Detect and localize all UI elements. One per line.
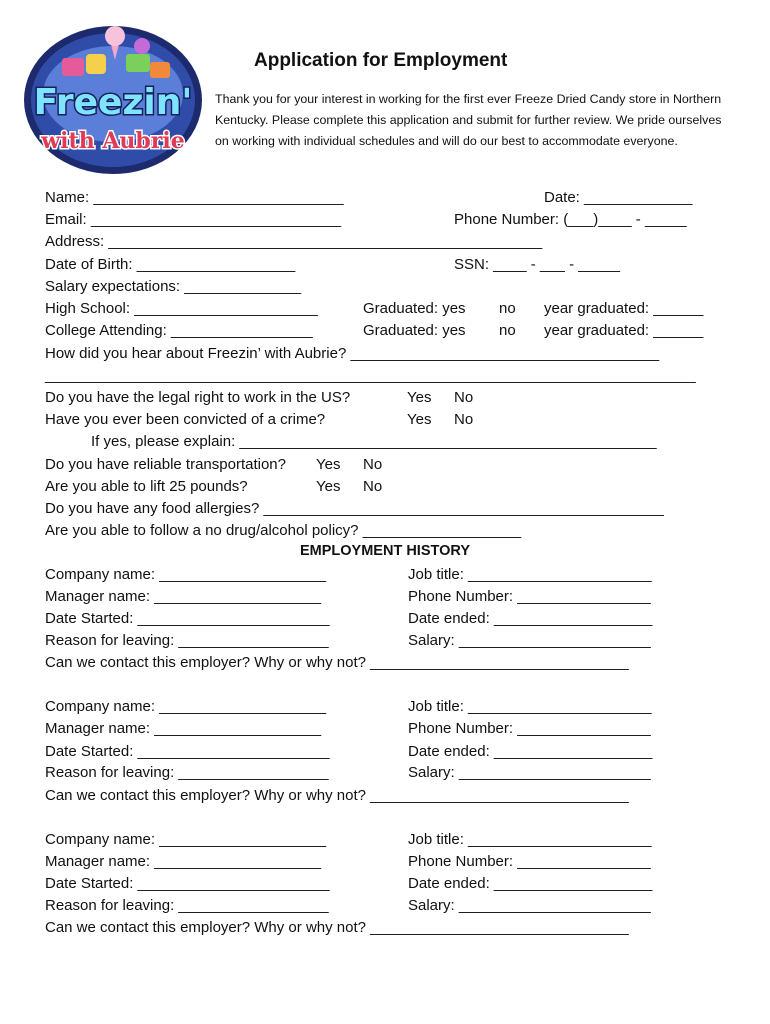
date-ended-field[interactable]: Date ended: ___________________	[408, 610, 653, 627]
employer-phone-field[interactable]: Phone Number: ________________	[408, 720, 651, 737]
hs-graduated-yes[interactable]: Graduated: yes	[363, 300, 466, 317]
intro-paragraph: Thank you for your interest in working for the first ever Freeze Dried Candy store in Northern Kentucky. Please complete this application and submit for further review. We pride ourselves on working with individual schedules and will do our best to accommodate everyone.	[215, 92, 722, 148]
job-title-field[interactable]: Job title: ______________________	[408, 831, 652, 848]
college-field[interactable]: College Attending: _________________	[45, 322, 313, 339]
job-title-field[interactable]: Job title: ______________________	[408, 566, 652, 583]
contact-employer-field[interactable]: Can we contact this employer? Why or why not? _______________________________	[45, 787, 629, 804]
date-started-field[interactable]: Date Started: _______________________	[45, 743, 330, 760]
date-ended-field[interactable]: Date ended: ___________________	[408, 875, 653, 892]
transport-no[interactable]: No	[363, 456, 383, 473]
logo-line2: with Aubrie	[41, 128, 185, 154]
contact-employer-field[interactable]: Can we contact this employer? Why or why not? _______________________________	[45, 919, 629, 936]
manager-name-field[interactable]: Manager name: ____________________	[45, 720, 322, 737]
hear-about-field[interactable]: How did you hear about Freezin’ with Aubrie? _____________________________________	[45, 345, 660, 362]
lift-no[interactable]: No	[363, 478, 383, 495]
hear-about-line2[interactable]: ______________________________________________________________________________	[45, 367, 696, 384]
date-started-field[interactable]: Date Started: _______________________	[45, 875, 330, 892]
college-graduated-no[interactable]: no	[499, 322, 516, 339]
hs-year-field[interactable]: year graduated: ______	[544, 300, 704, 317]
legal-right-no[interactable]: No	[454, 389, 474, 406]
convicted-yes[interactable]: Yes	[407, 411, 432, 428]
email-field[interactable]: Email: ______________________________	[45, 211, 342, 228]
college-graduated-yes[interactable]: Graduated: yes	[363, 322, 466, 339]
contact-employer-field[interactable]: Can we contact this employer? Why or why not? _______________________________	[45, 654, 629, 671]
date-ended-field[interactable]: Date ended: ___________________	[408, 743, 653, 760]
date-started-field[interactable]: Date Started: _______________________	[45, 610, 330, 627]
page-title: Application for Employment	[254, 50, 508, 71]
logo-line1: Freezin'	[33, 82, 193, 123]
reason-leaving-field[interactable]: Reason for leaving: __________________	[45, 897, 329, 914]
company-name-field[interactable]: Company name: ____________________	[45, 831, 327, 848]
employer-phone-field[interactable]: Phone Number: ________________	[408, 853, 651, 870]
allergies-field[interactable]: Do you have any food allergies? ________________________________________________	[45, 500, 664, 517]
lift-yes[interactable]: Yes	[316, 478, 341, 495]
transport-question: Do you have reliable transportation?	[45, 456, 286, 473]
company-name-field[interactable]: Company name: ____________________	[45, 698, 327, 715]
phone-field[interactable]: Phone Number: (___)____ - _____	[454, 211, 687, 228]
job-title-field[interactable]: Job title: ______________________	[408, 698, 652, 715]
manager-name-field[interactable]: Manager name: ____________________	[45, 588, 322, 605]
dob-field[interactable]: Date of Birth: ___________________	[45, 256, 296, 273]
lift-question: Are you able to lift 25 pounds?	[45, 478, 248, 495]
job-salary-field[interactable]: Salary: _______________________	[408, 764, 651, 781]
transport-yes[interactable]: Yes	[316, 456, 341, 473]
high-school-field[interactable]: High School: ______________________	[45, 300, 318, 317]
drug-policy-field[interactable]: Are you able to follow a no drug/alcohol policy? ___________________	[45, 522, 522, 539]
job-salary-field[interactable]: Salary: _______________________	[408, 632, 651, 649]
date-field[interactable]: Date: _____________	[544, 189, 693, 206]
college-year-field[interactable]: year graduated: ______	[544, 322, 704, 339]
explain-field[interactable]: If yes, please explain: __________________________________________________	[91, 433, 657, 450]
manager-name-field[interactable]: Manager name: ____________________	[45, 853, 322, 870]
name-field[interactable]: Name: ______________________________	[45, 189, 344, 206]
convicted-question: Have you ever been convicted of a crime?	[45, 411, 326, 428]
job-salary-field[interactable]: Salary: _______________________	[408, 897, 651, 914]
address-field[interactable]: Address: ____________________________________________________	[45, 233, 543, 250]
hs-graduated-no[interactable]: no	[499, 300, 516, 317]
reason-leaving-field[interactable]: Reason for leaving: __________________	[45, 764, 329, 781]
employment-history-heading: EMPLOYMENT HISTORY	[300, 543, 470, 559]
ssn-field[interactable]: SSN: ____ - ___ - _____	[454, 256, 620, 273]
convicted-no[interactable]: No	[454, 411, 474, 428]
company-name-field[interactable]: Company name: ____________________	[45, 566, 327, 583]
legal-right-yes[interactable]: Yes	[407, 389, 432, 406]
salary-expectations-field[interactable]: Salary expectations: ______________	[45, 278, 302, 295]
reason-leaving-field[interactable]: Reason for leaving: __________________	[45, 632, 329, 649]
employer-phone-field[interactable]: Phone Number: ________________	[408, 588, 651, 605]
freezin-with-aubrie-logo	[22, 24, 204, 176]
legal-right-question: Do you have the legal right to work in the US?	[45, 389, 351, 406]
